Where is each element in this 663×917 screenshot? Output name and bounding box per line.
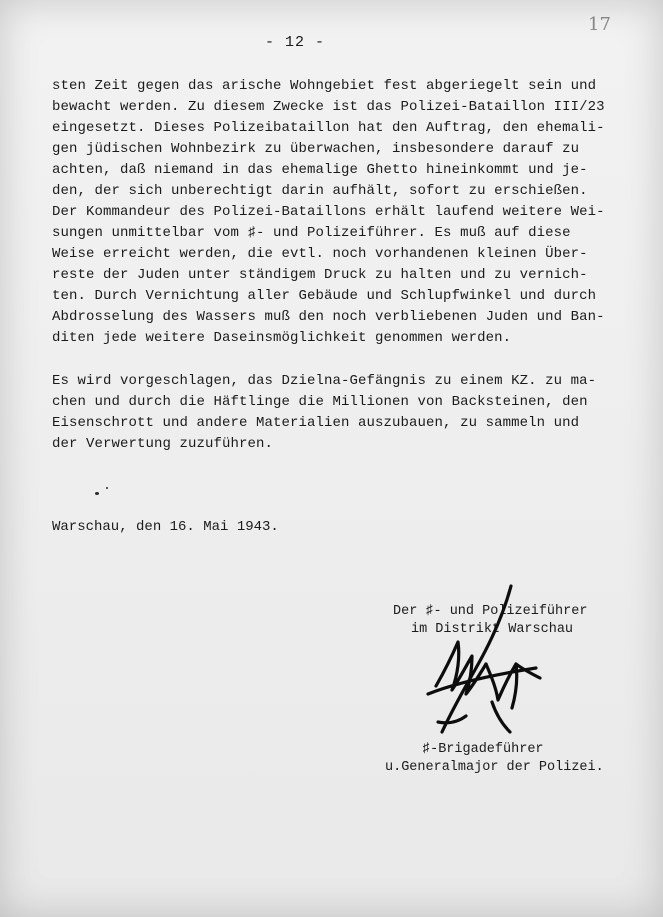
archive-corner-mark: 17 xyxy=(588,14,611,35)
text-line: den, der sich unberechtigt darin aufhält, sofort zu erschießen. xyxy=(52,183,588,199)
text-line: Abdrosselung des Wassers muß den noch verbliebenen Juden und Ban- xyxy=(52,309,605,325)
dateline: Warschau, den 16. Mai 1943. xyxy=(52,519,279,535)
text-line: reste der Juden unter ständigem Druck zu halten und zu vernich- xyxy=(52,267,588,283)
signatory-rank: ♯-Brigadeführer xyxy=(422,742,544,757)
text-line: bewacht werden. Zu diesem Zwecke ist das Polizei-Bataillon III/23 xyxy=(52,99,605,115)
text-line: chen und durch die Häftlinge die Millionen von Backsteinen, den xyxy=(52,394,588,410)
text-line: gen jüdischen Wohnbezirk zu überwachen, insbesondere darauf zu xyxy=(52,141,580,157)
text-line: der Verwertung zuzuführen. xyxy=(52,436,274,452)
text-line: Weise erreicht werden, die evtl. noch vorhandenen kleinen Über- xyxy=(52,246,588,262)
text-line: Eisenschrott und andere Materialien auszubauen, zu sammeln und xyxy=(52,415,580,431)
signatory-police-rank: u.Generalmajor der Polizei. xyxy=(385,760,604,775)
paper-speck xyxy=(106,487,108,489)
handwritten-signature xyxy=(418,582,548,742)
text-line: eingesetzt. Dieses Polizeibataillon hat den Auftrag, den ehemali- xyxy=(52,120,605,136)
signatory-district: im Distrikt Warschau xyxy=(411,622,574,637)
page-number: - 12 - xyxy=(264,34,325,51)
signatory-title: Der ♯- und Polizeiführer xyxy=(393,604,588,619)
paper-speck xyxy=(95,492,99,495)
text-line: sungen unmittelbar vom ♯- und Polizeiführer. Es muß auf diese xyxy=(52,225,571,241)
text-line: sten Zeit gegen das arische Wohngebiet fest abgeriegelt sein und xyxy=(52,78,597,94)
text-line: achten, daß niemand in das ehemalige Ghetto hineinkommt und je- xyxy=(52,162,588,178)
text-line: Der Kommandeur des Polizei-Bataillons erhält laufend weitere Wei- xyxy=(52,204,605,220)
text-line: Es wird vorgeschlagen, das Dzielna-Gefängnis zu einem KZ. zu ma- xyxy=(52,373,597,389)
text-line: diten jede weitere Daseinsmöglichkeit genommen werden. xyxy=(52,330,512,346)
text-line: ten. Durch Vernichtung aller Gebäude und Schlupfwinkel und durch xyxy=(52,288,597,304)
